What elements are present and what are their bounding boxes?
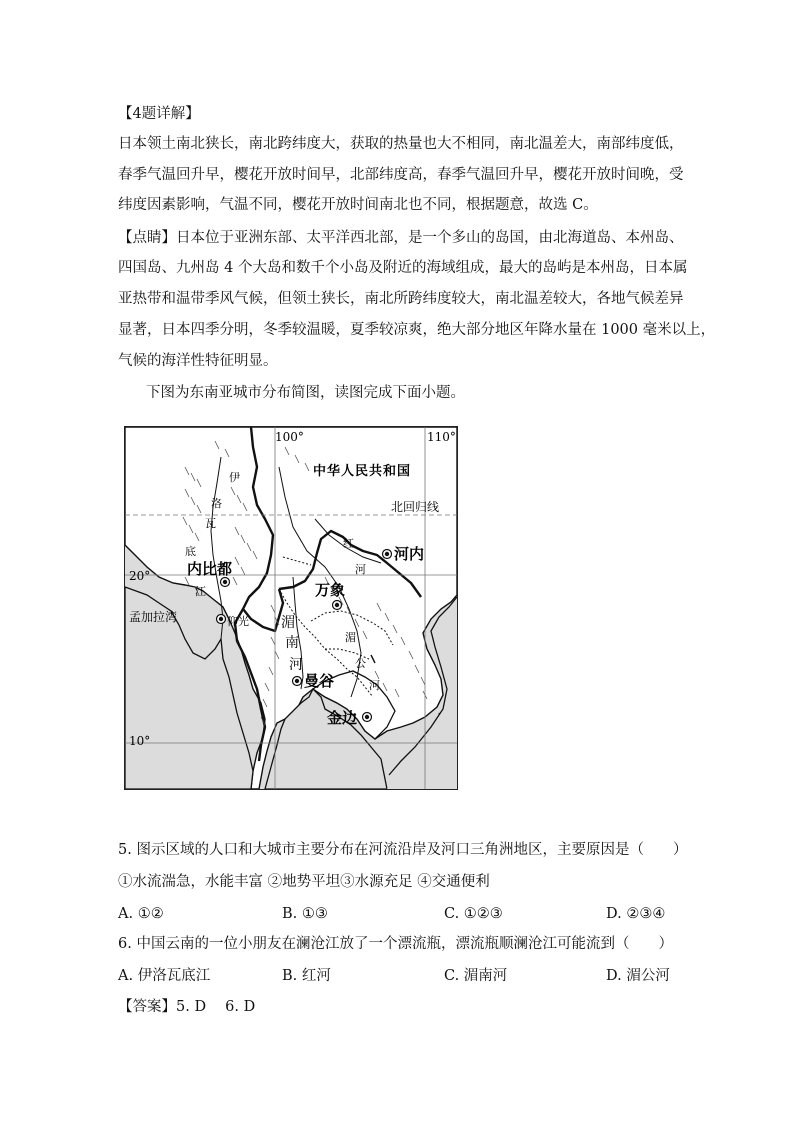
lat-label-10: 10° [129, 734, 151, 748]
city-vientiane: 万象 [315, 581, 346, 599]
irrawaddy-char-1: 伊 [229, 471, 240, 484]
city-bangkok: 曼谷 [304, 672, 335, 690]
dianjing-line-2: 四国岛、九州岛 4 个大岛和数千个小岛及附近的海域组成，最大的岛屿是本州岛，日本属 [118, 260, 688, 276]
irrawaddy-char-2: 洛 [211, 497, 222, 510]
red-river-char-2: 河 [355, 563, 366, 576]
lon-label-100: 100° [275, 430, 304, 444]
southeast-asia-map [124, 426, 458, 790]
map-intro: 下图为东南亚城市分布简图，读图完成下面小题。 [146, 385, 465, 401]
q6-option-d[interactable]: D. 湄公河 [606, 968, 670, 984]
detail-line-2: 春季气温回升早，樱花开放时间早，北部纬度高，春季气温回升早，樱花开放时间晚，受 [118, 167, 684, 183]
dianjing-line-1: 【点睛】日本位于亚洲东部、太平洋西北部，是一个多山的岛国，由北海道岛、本州岛、 [118, 230, 684, 246]
city-hanoi: 河内 [394, 545, 425, 563]
irrawaddy-char-4: 底 [185, 545, 196, 558]
lon-label-110: 110° [427, 430, 456, 444]
city-yangon: 仰光 [227, 615, 249, 628]
mekong-char-1: 湄 [345, 631, 356, 644]
dianjing-line-3: 亚热带和温带季风气候，但领土狭长，南北所跨纬度较大，南北温差较大，各地气候差异 [118, 291, 684, 307]
mekong-char-2: 公 [355, 657, 366, 670]
chao-char-3: 河 [289, 657, 303, 673]
detail-line-1: 日本领土南北狭长，南北跨纬度大，获取的热量也大不相同，南北温差大，南部纬度低， [118, 136, 684, 152]
q6-stem: 6. 中国云南的一位小朋友在澜沧江放了一个漂流瓶，漂流瓶顺澜沧江可能流到（ ） [118, 936, 673, 952]
section-header: 【4题详解】 [118, 106, 200, 122]
red-river-char-1: 红 [343, 537, 354, 550]
irrawaddy-char-3: 瓦 [205, 517, 216, 530]
dianjing-line-4: 显著，日本四季分明，冬季较温暖，夏季较凉爽，绝大部分地区年降水量在 1000 毫米以上， [118, 322, 716, 338]
chao-char-1: 湄 [281, 615, 295, 631]
city-naypyidaw: 内比都 [187, 560, 233, 578]
q5-option-d[interactable]: D. ②③④ [606, 906, 666, 922]
city-phnom-penh: 金边 [327, 709, 358, 727]
answer-line: 【答案】5. D 6. D [118, 999, 256, 1015]
q6-option-a[interactable]: A. 伊洛瓦底江 [118, 968, 211, 984]
irrawaddy-char-5: 江 [195, 585, 206, 598]
q6-option-b[interactable]: B. 红河 [282, 968, 331, 984]
q6-option-c[interactable]: C. 湄南河 [444, 968, 508, 984]
chao-char-2: 南 [285, 635, 299, 651]
lat-label-20: 20° [129, 569, 151, 583]
q5-statements: ①水流湍急，水能丰富 ②地势平坦③水源充足 ④交通便利 [118, 874, 490, 890]
bay-of-bengal-label: 孟加拉湾 [129, 610, 178, 624]
q5-stem: 5. 图示区域的人口和大城市主要分布在河流沿岸及河口三角洲地区，主要原因是（ ） [118, 842, 688, 858]
tropic-label: 北回归线 [391, 500, 440, 514]
q5-option-b[interactable]: B. ①③ [282, 906, 328, 922]
china-label: 中华人民共和国 [313, 464, 412, 479]
q5-option-c[interactable]: C. ①②③ [444, 906, 503, 922]
mekong-char-3: 河 [369, 679, 380, 692]
dianjing-line-5: 气候的海洋性特征明显。 [118, 353, 278, 369]
detail-line-3: 纬度因素影响，气温不同，樱花开放时间南北也不同，根据题意，故选 C。 [118, 197, 598, 213]
q5-option-a[interactable]: A. ①② [118, 906, 164, 922]
